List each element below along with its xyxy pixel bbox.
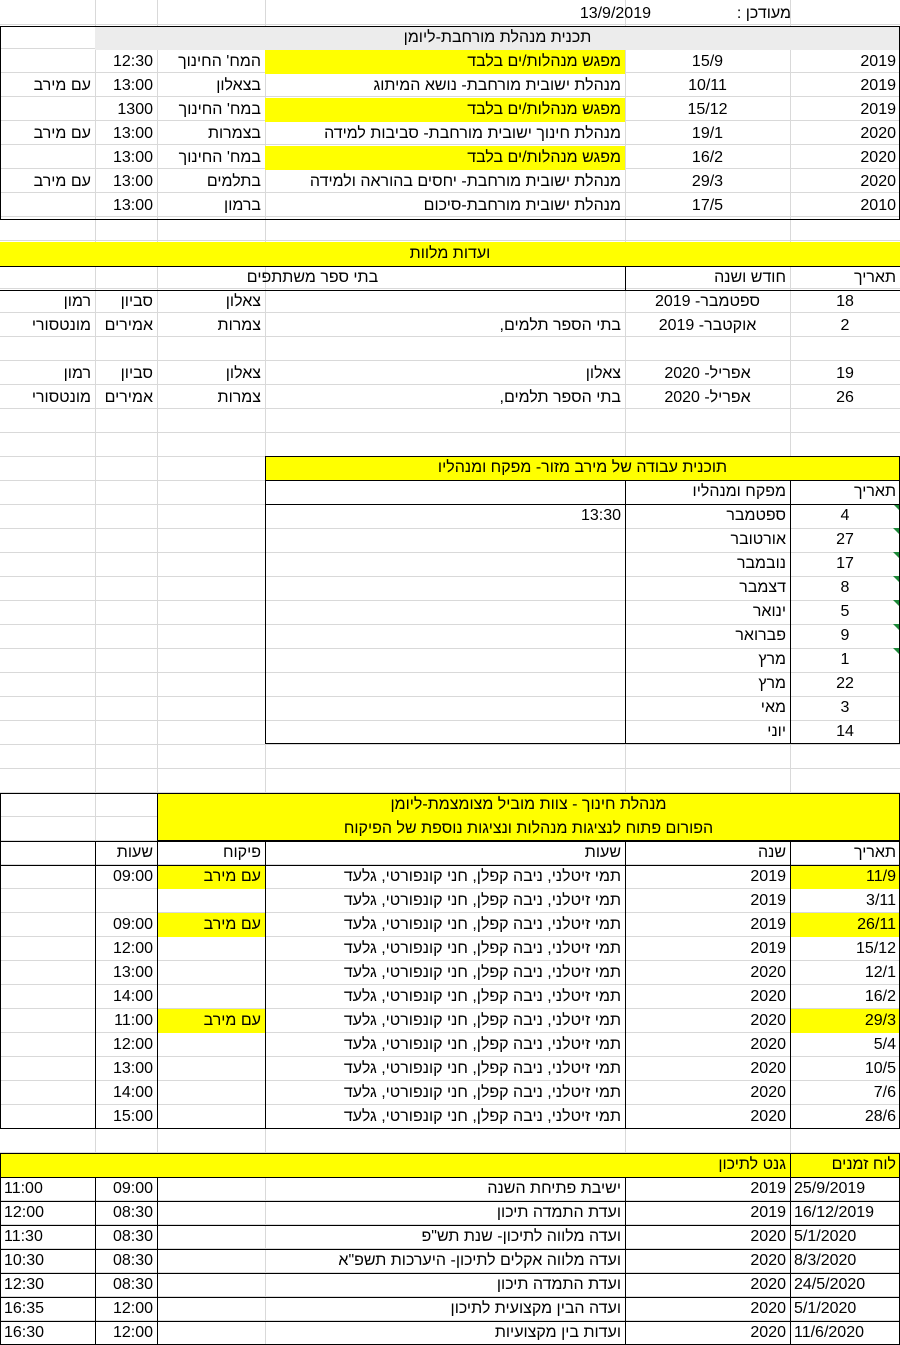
updated-label[interactable]: מעודכן :	[736, 5, 791, 22]
plan-place[interactable]: במח' החינוך	[178, 149, 261, 166]
committee-school[interactable]: מונטסורי	[31, 389, 91, 406]
forum-date[interactable]: 12/1	[864, 964, 896, 981]
schedule-date[interactable]: 5/1/2020	[794, 1300, 857, 1317]
workplan-day[interactable]: 27	[836, 531, 854, 548]
border-line	[790, 1153, 791, 1345]
grid-row-line	[0, 360, 900, 361]
plan-year[interactable]: 2019	[860, 53, 896, 70]
workplan-time[interactable]	[265, 720, 625, 744]
forum-year[interactable]: 2020	[750, 1108, 786, 1125]
plan-with[interactable]	[0, 98, 95, 122]
border-line	[265, 841, 266, 1129]
forum-date[interactable]: 28/6	[864, 1108, 896, 1125]
plan-subject[interactable]: מפגש מנהלות/ים בלבד	[467, 101, 621, 118]
forum-time[interactable]: 12:00	[112, 1036, 153, 1053]
workplan-day[interactable]: 17	[836, 555, 854, 572]
forum-time[interactable]: 12:00	[112, 940, 153, 957]
committee-school[interactable]: אמירים	[104, 389, 153, 406]
forum-date[interactable]: 3/11	[866, 892, 896, 909]
forum-date[interactable]: 26/11	[857, 916, 896, 933]
plan-date[interactable]: 19/1	[691, 125, 724, 142]
grid-row-line	[0, 432, 900, 433]
border-line	[0, 290, 900, 291]
committees-header-schools[interactable]: בתי ספר משתתפים	[246, 269, 379, 286]
schedule-year[interactable]: 2020	[750, 1228, 786, 1245]
plan-with[interactable]: עם מירב	[33, 125, 91, 142]
border-line	[625, 266, 626, 290]
committees-header-date[interactable]: תאריך	[853, 269, 896, 286]
committee-note[interactable]	[265, 290, 625, 314]
comment-indicator	[893, 648, 900, 655]
plan-year[interactable]: 2020	[860, 173, 896, 190]
workplan-time[interactable]	[265, 672, 625, 696]
schedule-year[interactable]: 2020	[750, 1300, 786, 1317]
border-line	[0, 266, 900, 267]
committee-day[interactable]: 19	[836, 365, 854, 382]
committee-school[interactable]: צמרות	[217, 389, 261, 406]
plan-subject[interactable]: מנהלת חינוך ישובית מורחבת- סביבות למידה	[324, 125, 621, 142]
forum-time[interactable]: 09:00	[112, 868, 153, 885]
workplan-month[interactable]: יוני	[767, 723, 786, 740]
committee-school[interactable]: סביון	[120, 365, 153, 382]
schedule-year[interactable]: 2020	[750, 1276, 786, 1293]
committee-note[interactable]: בתי הספר תלמים,	[499, 317, 621, 334]
committee-month[interactable]: ספטמבר- 2019	[654, 293, 760, 310]
schedule-end[interactable]: 11:00	[4, 1180, 43, 1197]
workplan-day[interactable]: 8	[840, 579, 850, 596]
border-line	[0, 1297, 900, 1298]
schedule-start[interactable]: 08:30	[112, 1228, 153, 1245]
plan-date[interactable]: 29/3	[691, 173, 724, 190]
forum-supervision[interactable]: עם מירב	[203, 868, 261, 885]
forum-supervision[interactable]	[157, 1033, 265, 1057]
workplan-time[interactable]	[265, 696, 625, 720]
border-line	[0, 1273, 900, 1274]
plan-time[interactable]: 12:30	[112, 53, 153, 70]
border-line	[790, 841, 791, 1129]
committee-month[interactable]: אפריל- 2020	[664, 365, 751, 382]
workplan-month[interactable]: מרץ	[758, 651, 786, 668]
plan-time[interactable]: 13:00	[112, 125, 153, 142]
committee-month[interactable]: אפריל- 2020	[664, 389, 751, 406]
forum-supervision[interactable]: עם מירב	[203, 1012, 261, 1029]
workplan-day[interactable]: 14	[836, 723, 854, 740]
forum-date[interactable]: 29/3	[864, 1012, 896, 1029]
workplan-month[interactable]: מרץ	[758, 675, 786, 692]
comment-indicator	[893, 552, 900, 559]
forum-participants[interactable]: תמי זיטלני, ניבה קפלן, חני קונפורטי, גלעד	[343, 892, 621, 909]
border-line	[0, 841, 900, 842]
plan-year[interactable]: 2019	[860, 77, 896, 94]
schedule-subject[interactable]: ועדה מלווה לתיכון- שנת תש"פ	[421, 1228, 621, 1245]
forum-year[interactable]: 2019	[750, 868, 786, 885]
schedule-date[interactable]: 11/6/2020	[794, 1324, 864, 1341]
committee-school[interactable]: מונטסורי	[31, 317, 91, 334]
plan-time[interactable]: 13:00	[112, 197, 153, 214]
schedule-start[interactable]: 08:30	[112, 1252, 153, 1269]
schedule-end[interactable]: 16:30	[4, 1324, 45, 1341]
forum-supervision[interactable]	[157, 1081, 265, 1105]
workplan-day[interactable]: 4	[840, 507, 850, 524]
forum-participants[interactable]: תמי זיטלני, ניבה קפלן, חני קונפורטי, גלעד	[343, 1012, 621, 1029]
schedule-date[interactable]: 25/9/2019	[794, 1180, 866, 1197]
forum-participants[interactable]: תמי זיטלני, ניבה קפלן, חני קונפורטי, גלעד	[343, 1084, 621, 1101]
forum-time[interactable]: 13:00	[112, 1060, 153, 1077]
grid-row-line	[0, 240, 900, 241]
forum-participants[interactable]: תמי זיטלני, ניבה קפלן, חני קונפורטי, גלעד	[343, 868, 621, 885]
forum-time[interactable]: 15:00	[112, 1108, 153, 1125]
plan-with[interactable]	[0, 194, 95, 218]
forum-date[interactable]: 7/6	[873, 1084, 896, 1101]
schedule-date[interactable]: 16/12/2019	[794, 1204, 875, 1221]
plan-date[interactable]: 16/2	[691, 149, 724, 166]
schedule-subject[interactable]: ועדה מלווה אקלים לתיכון- היערכות תשפ"א	[338, 1252, 621, 1269]
plan-time[interactable]: 13:00	[112, 77, 153, 94]
plan-year[interactable]: 2020	[860, 149, 896, 166]
border-line	[0, 1249, 900, 1250]
plan-time[interactable]: 13:00	[112, 149, 153, 166]
forum-participants[interactable]: תמי זיטלני, ניבה קפלן, חני קונפורטי, גלעד	[343, 988, 621, 1005]
plan-place[interactable]: המח' החינוך	[178, 53, 261, 70]
schedule-end[interactable]: 10:30	[4, 1252, 45, 1269]
committees-title[interactable]: ועדות מלוות	[409, 245, 491, 262]
plan-place[interactable]: בתלמים	[206, 173, 261, 190]
forum-header-year[interactable]: שנה	[757, 844, 786, 861]
schedule-subtitle[interactable]: גנט לתיכון	[718, 1156, 786, 1173]
border-line	[0, 1225, 900, 1226]
workplan-time[interactable]	[265, 600, 625, 624]
forum-time[interactable]: 11:00	[114, 1012, 153, 1029]
forum-header-date[interactable]: תאריך	[853, 844, 896, 861]
workplan-month[interactable]: ינואר	[752, 603, 786, 620]
plan-subject[interactable]: מנהלת ישובית מורחבת-סיכום	[423, 197, 621, 214]
committee-school[interactable]: סביון	[120, 293, 153, 310]
forum-time[interactable]: 09:00	[112, 916, 153, 933]
workplan-month[interactable]: אורטובר	[730, 531, 786, 548]
plan-with[interactable]: עם מירב	[33, 173, 91, 190]
border-line	[625, 841, 626, 1129]
forum-title[interactable]: מנהלת חינוך - צוות מוביל מצומצמת-ליומן	[390, 796, 667, 813]
forum-year[interactable]: 2020	[750, 1012, 786, 1029]
comment-indicator	[893, 624, 900, 631]
schedule-title[interactable]: לוח זמנים	[831, 1156, 896, 1173]
plan-with[interactable]: עם מירב	[33, 77, 91, 94]
schedule-start[interactable]: 08:30	[112, 1204, 153, 1221]
plan-date[interactable]: 15/12	[687, 101, 728, 118]
forum-subtitle[interactable]: הפורום פתוח לנציגות מנהלות ונציגות נוספת של הפיקוח	[343, 820, 714, 837]
border-line	[625, 480, 626, 744]
schedule-subject[interactable]: ועדות בין מקצועיות	[494, 1324, 621, 1341]
plan-time[interactable]: 13:00	[112, 173, 153, 190]
comment-indicator	[893, 528, 900, 535]
committee-day[interactable]: 26	[836, 389, 854, 406]
forum-header-hours[interactable]: שעות	[584, 844, 621, 861]
forum-participants[interactable]: תמי זיטלני, ניבה קפלן, חני קונפורטי, גלעד	[343, 964, 621, 981]
plan-subject[interactable]: מפגש מנהלות/ים בלבד	[467, 149, 621, 166]
workplan-header-date[interactable]: תאריך	[853, 483, 896, 500]
schedule-end[interactable]: 12:30	[4, 1276, 45, 1293]
workplan-month[interactable]: מאי	[760, 699, 786, 716]
forum-time[interactable]: 14:00	[112, 988, 153, 1005]
forum-date[interactable]: 11/9	[866, 868, 896, 885]
forum-date[interactable]: 15/12	[855, 940, 896, 957]
comment-indicator	[893, 504, 900, 511]
committees-header-month[interactable]: חודש ושנה	[714, 269, 786, 286]
border-line	[0, 1321, 900, 1322]
forum-participants[interactable]: תמי זיטלני, ניבה קפלן, חני קונפורטי, גלעד	[343, 1108, 621, 1125]
workplan-time[interactable]	[265, 552, 625, 576]
plan-date[interactable]: 17/5	[691, 197, 724, 214]
plan-place[interactable]: בצמרות	[207, 125, 261, 142]
updated-date[interactable]: 13/9/2019	[579, 5, 651, 22]
forum-supervision[interactable]	[157, 1057, 265, 1081]
schedule-start[interactable]: 08:30	[112, 1276, 153, 1293]
comment-indicator	[893, 576, 900, 583]
schedule-year[interactable]: 2020	[750, 1252, 786, 1269]
schedule-start[interactable]: 12:00	[112, 1300, 153, 1317]
plan-subject[interactable]: מנהלת ישובית מורחבת- נושא המיתוג	[373, 77, 621, 94]
schedule-subject[interactable]: ועדה הבין מקצועית לתיכון	[450, 1300, 621, 1317]
committee-school[interactable]: צאלון	[225, 293, 261, 310]
plan-place[interactable]: ברמון	[224, 197, 261, 214]
forum-year[interactable]: 2019	[750, 940, 786, 957]
workplan-title[interactable]: תוכנית עבודה של מירב מזור- מפקח ומנהליו	[437, 459, 728, 476]
plan-with[interactable]	[0, 50, 95, 74]
forum-participants[interactable]: תמי זיטלני, ניבה קפלן, חני קונפורטי, גלעד	[343, 1036, 621, 1053]
border-line	[95, 1177, 96, 1345]
schedule-end[interactable]: 16:35	[4, 1300, 45, 1317]
workplan-day[interactable]: 22	[836, 675, 854, 692]
schedule-date[interactable]: 24/5/2020	[794, 1276, 866, 1293]
workplan-day[interactable]: 5	[840, 603, 850, 620]
forum-date[interactable]: 10/5	[864, 1060, 896, 1077]
plan-year[interactable]: 2020	[860, 125, 896, 142]
schedule-year[interactable]: 2019	[750, 1180, 786, 1197]
grid-row-line	[0, 744, 900, 745]
workplan-header-who[interactable]: מפקח ומנהליו	[692, 483, 786, 500]
workplan-time[interactable]	[265, 624, 625, 648]
plan-time[interactable]: 1300	[117, 101, 153, 118]
border-line	[157, 1177, 158, 1345]
committee-note[interactable]: צאלון	[585, 365, 621, 382]
workplan-day[interactable]: 3	[840, 699, 850, 716]
forum-time[interactable]: 14:00	[112, 1084, 153, 1101]
schedule-subject[interactable]: ועדת התמדה תיכון	[496, 1204, 621, 1221]
border-line	[95, 841, 96, 1129]
comment-indicator	[893, 600, 900, 607]
forum-time[interactable]	[95, 889, 157, 913]
schedule-date[interactable]: 5/1/2020	[794, 1228, 857, 1245]
forum-supervision[interactable]	[157, 937, 265, 961]
forum-year[interactable]: 2019	[750, 892, 786, 909]
plan-year[interactable]: 2019	[860, 101, 896, 118]
forum-year[interactable]: 2019	[750, 916, 786, 933]
plan-with[interactable]	[0, 146, 95, 170]
workplan-time[interactable]	[265, 528, 625, 552]
border-line	[265, 504, 900, 505]
plan-date[interactable]: 15/9	[691, 53, 724, 70]
forum-time[interactable]: 13:00	[112, 964, 153, 981]
committee-school[interactable]: צאלון	[225, 365, 261, 382]
workplan-month[interactable]: דצמבר	[739, 579, 786, 596]
committee-month[interactable]: אוקטבר- 2019	[658, 317, 757, 334]
schedule-subject[interactable]: ישיבת פתיחת השנה	[487, 1180, 621, 1197]
workplan-time[interactable]	[265, 648, 625, 672]
workplan-month[interactable]: ספטמבר	[726, 507, 786, 524]
forum-year[interactable]: 2020	[750, 964, 786, 981]
forum-supervision[interactable]: עם מירב	[203, 916, 261, 933]
plan-place[interactable]: במח' החינוך	[178, 101, 261, 118]
workplan-month[interactable]: פברואר	[735, 627, 786, 644]
forum-year[interactable]: 2020	[750, 1084, 786, 1101]
workplan-time[interactable]: 13:30	[580, 507, 621, 524]
plan-subject[interactable]: מנהלת ישובית מורחבת- יחסים בהוראה ולמידה	[309, 173, 621, 190]
border-line	[790, 480, 791, 744]
schedule-subject[interactable]: ועדת התמדה תיכון	[496, 1276, 621, 1293]
workplan-time[interactable]	[265, 576, 625, 600]
forum-participants[interactable]: תמי זיטלני, ניבה קפלן, חני קונפורטי, גלעד	[343, 940, 621, 957]
forum-date[interactable]: 5/4	[873, 1036, 896, 1053]
workplan-day[interactable]: 1	[840, 651, 850, 668]
plan-place[interactable]: בצאלון	[216, 77, 261, 94]
workplan-month[interactable]: נובמבר	[736, 555, 786, 572]
schedule-end[interactable]: 11:30	[4, 1228, 43, 1245]
forum-date[interactable]: 16/2	[864, 988, 896, 1005]
forum-year[interactable]: 2020	[750, 988, 786, 1005]
plan-title[interactable]: תכנית מנהלת מורחבת-ליומן	[403, 29, 592, 46]
border-line	[0, 865, 900, 866]
forum-header-hours[interactable]: שעות	[116, 844, 153, 861]
forum-supervision[interactable]	[157, 1105, 265, 1129]
schedule-date[interactable]: 8/3/2020	[794, 1252, 857, 1269]
plan-subject[interactable]: מפגש מנהלות/ים בלבד	[467, 53, 621, 70]
workplan-day[interactable]: 9	[840, 627, 850, 644]
committee-day[interactable]: 2	[840, 317, 850, 334]
forum-header-supervision[interactable]: פיקוח	[222, 844, 261, 861]
border-line	[625, 1177, 626, 1345]
committee-note[interactable]: בתי הספר תלמים,	[499, 389, 621, 406]
forum-supervision[interactable]	[157, 889, 265, 913]
schedule-end[interactable]: 12:00	[4, 1204, 45, 1221]
forum-year[interactable]: 2020	[750, 1060, 786, 1077]
schedule-start[interactable]: 09:00	[112, 1180, 153, 1197]
schedule-year[interactable]: 2020	[750, 1324, 786, 1341]
forum-participants[interactable]: תמי זיטלני, ניבה קפלן, חני קונפורטי, גלעד	[343, 916, 621, 933]
border-line	[0, 1177, 900, 1178]
schedule-year[interactable]: 2019	[750, 1204, 786, 1221]
committee-school[interactable]: רמון	[63, 293, 91, 310]
plan-year[interactable]: 2010	[860, 197, 896, 214]
forum-participants[interactable]: תמי זיטלני, ניבה קפלן, חני קונפורטי, גלעד	[343, 1060, 621, 1077]
border-line	[265, 480, 900, 481]
committee-school[interactable]: אמירים	[104, 317, 153, 334]
forum-supervision[interactable]	[157, 961, 265, 985]
committee-school[interactable]: רמון	[63, 365, 91, 382]
plan-date[interactable]: 10/11	[688, 77, 727, 94]
forum-supervision[interactable]	[157, 985, 265, 1009]
committee-school[interactable]: צמרות	[217, 317, 261, 334]
schedule-start[interactable]: 12:00	[112, 1324, 153, 1341]
committee-day[interactable]: 18	[836, 293, 854, 310]
border-line	[0, 1201, 900, 1202]
forum-year[interactable]: 2020	[750, 1036, 786, 1053]
border-line	[157, 841, 158, 1129]
grid-row-line	[0, 768, 900, 769]
